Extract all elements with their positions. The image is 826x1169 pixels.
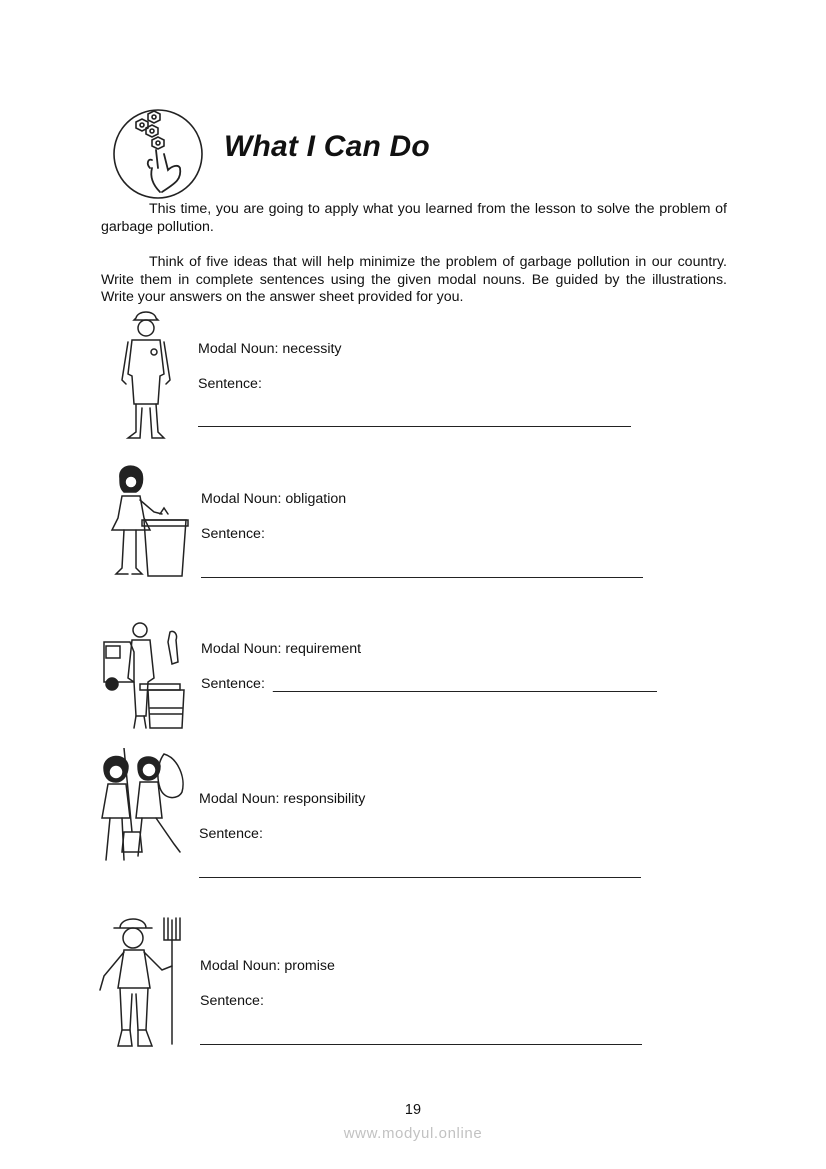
- worker-illustration: [104, 308, 196, 444]
- page-title: What I Can Do: [224, 130, 430, 163]
- answer-line[interactable]: [200, 1044, 642, 1045]
- modal-noun-label: Modal Noun: promise: [200, 958, 335, 974]
- intro-paragraph: This time, you are going to apply what you learned from the lesson to solve the problem of garbage pollution.: [101, 201, 727, 235]
- modal-noun-label: Modal Noun: responsibility: [199, 791, 366, 807]
- inline-blank: __________: [273, 677, 352, 693]
- farmer-pitchfork-illustration: [96, 914, 188, 1056]
- hand-gears-icon: [112, 108, 204, 200]
- instructions-paragraph: Think of five ideas that will help minimize the problem of garbage pollution in our country. Write them in complete sentences using the given modal nouns. Be guided by the illustrations. Write your answers on the answer sheet provided for you.: [101, 254, 727, 305]
- modal-noun-label: Modal Noun: necessity: [198, 341, 342, 357]
- answer-line[interactable]: [273, 691, 657, 692]
- sentence-label: Sentence:: [198, 376, 262, 392]
- sentence-label: Sentence:: [200, 993, 264, 1009]
- sentence-label: Sentence:: [201, 676, 265, 692]
- answer-line[interactable]: [201, 577, 643, 578]
- answer-line[interactable]: [199, 877, 641, 878]
- modal-noun-label: Modal Noun: obligation: [201, 491, 347, 507]
- answer-line[interactable]: [198, 426, 631, 427]
- man-bins-truck-illustration: [100, 612, 192, 736]
- kids-cleaning-illustration: [98, 748, 190, 874]
- watermark: www.modyul.online: [343, 1125, 483, 1142]
- sentence-label: Sentence:: [201, 526, 265, 542]
- modal-noun-label: Modal Noun: requirement: [201, 641, 362, 657]
- page-number: 19: [404, 1102, 422, 1118]
- girl-trash-bin-illustration: [104, 460, 196, 584]
- sentence-label: Sentence:: [199, 826, 263, 842]
